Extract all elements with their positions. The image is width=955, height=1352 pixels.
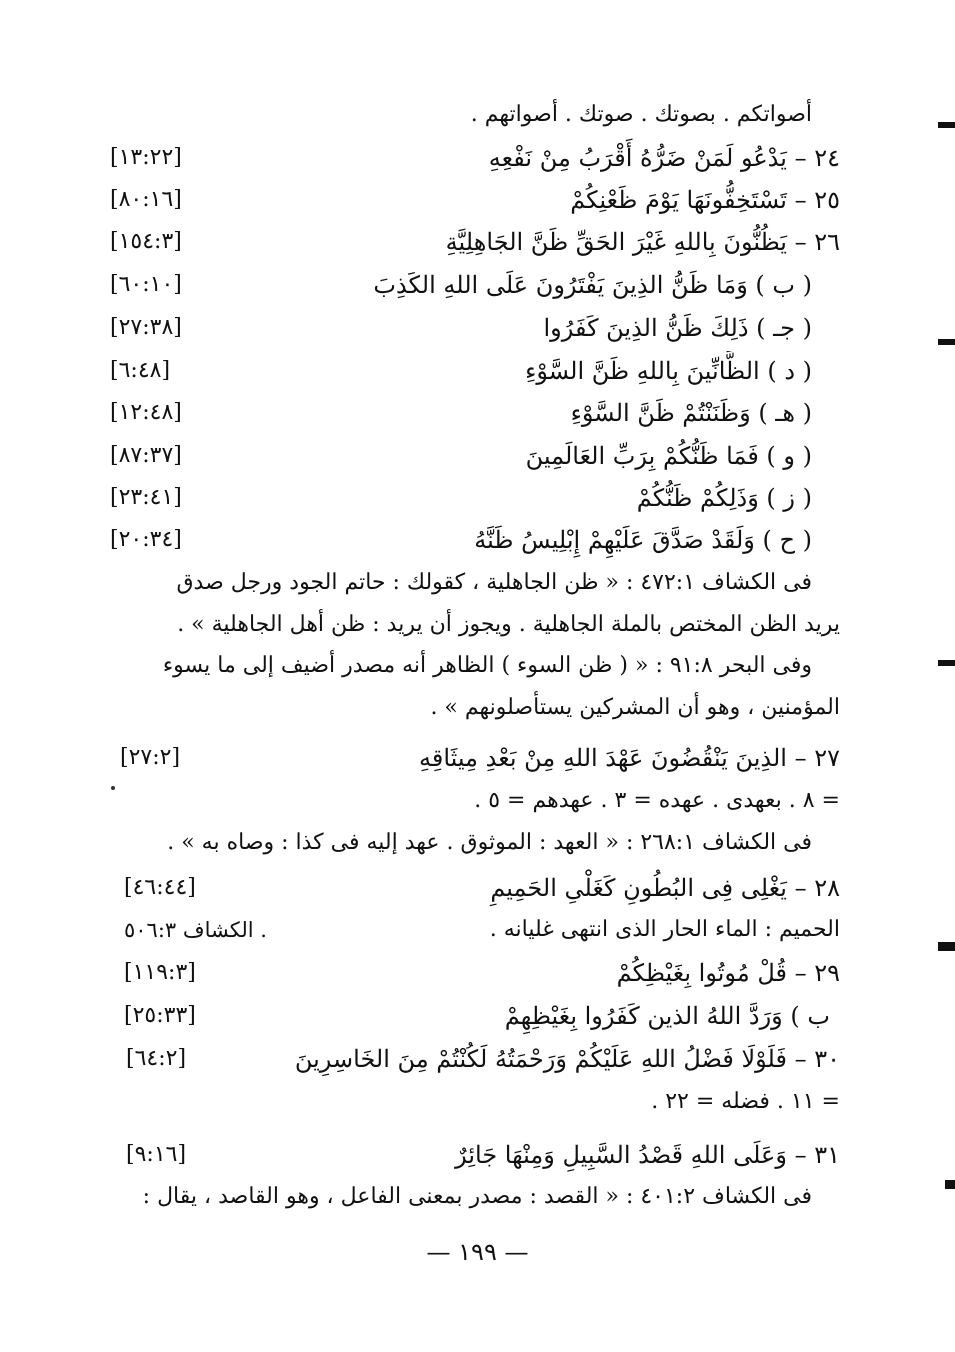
line-text: ( جـ ) ذَلِكَ ظَنُّ الذِينَ كَفَرُوا — [543, 314, 812, 342]
verse-reference: [٨٧:٣٧] — [110, 443, 182, 468]
line-text: أصواتكم . بصوتك . صوتك . أصواتهم . — [470, 102, 812, 127]
verse-reference: [٢٣:٤١] — [110, 485, 182, 510]
line-text: فى الكشاف ٤٧٢:١ : « ظن الجاهلية ، كقولك : حاتم الجود ورجل صدق — [176, 570, 812, 595]
verse-line — [110, 520, 840, 560]
commentary-line — [110, 605, 840, 645]
line-text: ٢٧ – الذِينَ يَنْقُضُونَ عَهْدَ اللهِ مِنْ بَعْدِ مِيثَاقِهِ — [419, 744, 840, 772]
verse-line — [110, 738, 840, 778]
commentary-line — [110, 823, 840, 863]
verse-reference: [٦:٤٨] — [110, 358, 171, 383]
line-text: ٣٠ – فَلَوْلَا فَضْلُ اللهِ عَلَيْكُمْ وَرَحْمَتُهُ لَكُنْتُمْ مِنَ الخَاسِرِينَ — [294, 1045, 840, 1073]
line-text: ٣١ – وَعَلَى اللهِ قَصْدُ السَّبِيلِ وَمِنْهَا جَائِرٌ — [455, 1141, 840, 1169]
line-text: ٢٥ – تَسْتَخِفُّونَهَا يَوْمَ ظَعْنِكُمْ — [570, 186, 840, 214]
page-number: — ١٩٩ — — [426, 1238, 529, 1266]
source-note: الكشاف ٥٠٦:٣ . — [124, 918, 267, 942]
commentary-line — [110, 646, 840, 686]
scan-speck — [111, 786, 115, 790]
verse-reference: [١٣:٢٢] — [110, 145, 182, 170]
commentary-line — [110, 1177, 840, 1217]
verse-reference: [٨٠:١٦] — [110, 187, 182, 212]
line-text: ( ب ) وَمَا ظَنُّ الذِينَ يَفْتَرُونَ عَلَى اللهِ الكَذِبَ — [373, 271, 812, 299]
verse-line — [110, 308, 840, 348]
verse-line — [110, 953, 840, 993]
line-text: فى الكشاف ٢٦٨:١ : « العهد : الموثوق . عهد إليه فى كذا : وصاه به » . — [167, 830, 812, 855]
line-text: يريد الظن المختص بالملة الجاهلية . ويجوز أن يريد : ظن أهل الجاهلية » . — [177, 612, 840, 637]
verse-reference: [١٢:٤٨] — [110, 400, 182, 425]
verse-line — [110, 996, 840, 1036]
verse-line — [110, 138, 840, 178]
line-text: ٢٤ – يَدْعُو لَمَنْ ضَرُّهُ أَقْرَبُ مِنْ نَفْعِهِ — [488, 144, 840, 172]
verse-reference: [٢٧:٢] — [120, 745, 181, 770]
verse-line — [110, 393, 840, 433]
verse-reference: [٢٥:٣٣] — [124, 1003, 196, 1028]
verse-reference: [٢٠:٣٤] — [110, 527, 182, 552]
verse-line — [110, 351, 840, 391]
line-text: ب ) وَرَدَّ اللهُ الذين كَفَرُوا بِغَيْظِهِمْ — [504, 1002, 830, 1030]
verse-reference: [١١٩:٣] — [124, 960, 196, 985]
line-text: ( ز ) وَذَلِكُمْ ظَنُّكُمْ — [636, 484, 812, 512]
verse-line — [110, 180, 840, 220]
verse-line — [110, 222, 840, 262]
scan-edge-mark — [938, 339, 955, 345]
verse-reference: [١٥٤:٣] — [110, 229, 182, 254]
commentary-line — [110, 910, 840, 950]
line-text: ( هـ ) وَظَنَنْتُمْ ظَنَّ السَّوْءِ — [570, 399, 812, 427]
verse-line — [110, 436, 840, 476]
verse-reference: [٦٤:٢] — [126, 1046, 187, 1071]
line-text: ٢٩ – قُلْ مُوتُوا بِغَيْظِكُمْ — [616, 959, 840, 987]
verse-line — [110, 1135, 840, 1175]
line-text: وفى البحر ٩١:٨ : « ( ظن السوء ) الظاهر أنه مصدر أضيف إلى ما يسوء — [162, 653, 812, 678]
scan-edge-mark — [945, 1180, 955, 1189]
line-text: = ٨ . بعهدى . عهده = ٣ . عهدهم = ٥ . — [474, 788, 840, 813]
line-text: ( و ) فَمَا ظَنُّكُمْ بِرَبِّ العَالَمِينَ — [525, 442, 812, 470]
line-text: ٢٦ – يَظُنُّونَ بِاللهِ غَيْرَ الحَقِّ ظَنَّ الجَاهِلِيَّةِ — [445, 228, 840, 256]
line-text: ( د ) الظَّانِّينَ بِاللهِ ظَنَّ السَّوْءِ — [525, 357, 812, 385]
line-text: = ١١ . فضله = ٢٢ . — [651, 1089, 840, 1114]
verse-line — [110, 265, 840, 305]
scan-edge-mark — [938, 942, 955, 951]
scan-edge-mark — [938, 122, 955, 128]
line-text: ( ح ) وَلَقَدْ صَدَّقَ عَلَيْهِمْ إِبْلِيسُ ظَنَّهُ — [474, 526, 812, 554]
line-text: فى الكشاف ٤٠١:٢ : « القصد : مصدر بمعنى الفاعل ، وهو القاصد ، يقال : — [142, 1184, 812, 1209]
verse-line — [110, 478, 840, 518]
verse-line — [110, 1039, 840, 1079]
commentary-line — [110, 688, 840, 728]
commentary-line — [110, 563, 840, 603]
verse-reference: [٦٠:١٠] — [110, 272, 182, 297]
scan-edge-mark — [938, 660, 955, 666]
verse-reference: [٩:١٦] — [126, 1142, 187, 1167]
line-text: المؤمنين ، وهو أن المشركين يستأصلونهم » . — [430, 695, 840, 720]
commentary-line — [110, 781, 840, 821]
verse-reference: [٢٧:٣٨] — [110, 315, 182, 340]
text-line — [110, 95, 840, 135]
commentary-line — [110, 1082, 840, 1122]
verse-line — [110, 868, 840, 908]
verse-reference: [٤٦:٤٤] — [124, 875, 196, 900]
line-text: ٢٨ – يَغْلِى فِى البُطُونِ كَغَلْىِ الحَمِيمِ — [490, 874, 840, 902]
line-text: الحميم : الماء الحار الذى انتهى غليانه . — [489, 917, 840, 942]
